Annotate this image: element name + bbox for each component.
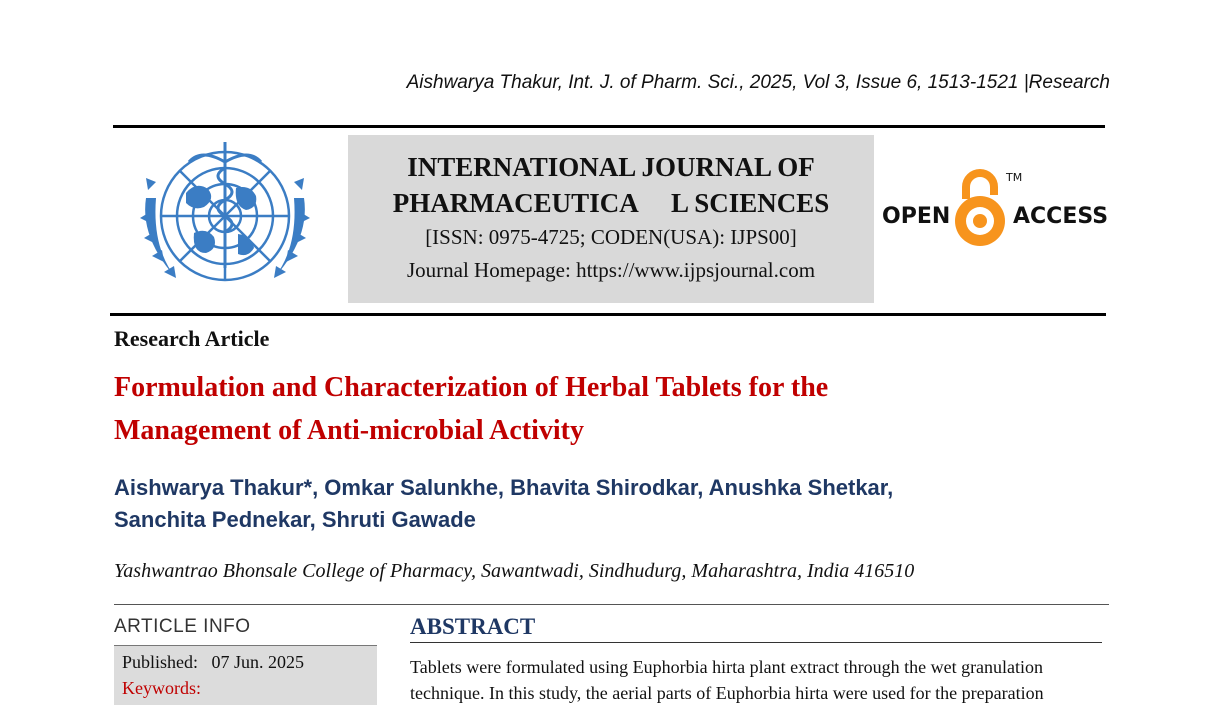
running-citation: Aishwarya Thakur, Int. J. of Pharm. Sci., 2025, Vol 3, Issue 6, 1513-1521 |Research <box>406 72 1110 93</box>
article-type: Research Article <box>114 326 270 351</box>
article-info-box <box>114 645 377 705</box>
article-title-line2: Management of Anti-microbial Activity <box>114 415 584 446</box>
published-label: Published: <box>122 652 199 672</box>
open-lock-icon <box>955 173 1005 246</box>
published-value: 07 Jun. 2025 <box>211 652 305 672</box>
trademark-mark: TM <box>1006 171 1023 184</box>
journal-logo-icon <box>126 138 324 306</box>
open-access-left-text: OPEN <box>882 204 951 229</box>
abstract-heading: ABSTRACT <box>410 614 1102 643</box>
abstract-line1: Tablets were formulated using Euphorbia hirta plant extract through the wet granulation <box>410 657 1044 677</box>
abstract-line2: technique. In this study, the aerial parts of Euphorbia hirta were used for the preparation <box>410 683 1044 703</box>
journal-masthead <box>348 135 874 303</box>
journal-homepage: Journal Homepage: https://www.ijpsjournal.com <box>406 258 816 282</box>
abstract-text <box>410 654 1110 706</box>
masthead-bottom-rule <box>110 313 1106 316</box>
open-access-logo <box>882 165 1108 257</box>
journal-name-line1: INTERNATIONAL JOURNAL OF <box>407 152 815 182</box>
journal-name-line2: PHARMACEUTICA L SCIENCES <box>392 188 830 218</box>
author-list <box>114 472 1114 536</box>
article-title-line1: Formulation and Characterization of Herbal Tablets for the <box>114 372 829 403</box>
section-divider <box>114 604 1109 605</box>
affiliation: Yashwantrao Bhonsale College of Pharmacy, Sawantwadi, Sindhudurg, Maharashtra, India 416510 <box>114 560 915 582</box>
published-row <box>122 649 377 675</box>
authors-line2: Sanchita Pednekar, Shruti Gawade <box>114 507 476 532</box>
journal-issn: [ISSN: 0975-4725; CODEN(USA): IJPS00] <box>425 225 797 249</box>
authors-line1: Aishwarya Thakur*, Omkar Salunkhe, Bhavita Shirodkar, Anushka Shetkar, <box>114 475 894 500</box>
article-info-heading: ARTICLE INFO <box>114 616 251 637</box>
keywords-label: Keywords: <box>122 678 201 698</box>
open-access-right-text: ACCESS <box>1013 204 1108 229</box>
article-title <box>114 366 1014 452</box>
top-rule <box>113 125 1105 128</box>
